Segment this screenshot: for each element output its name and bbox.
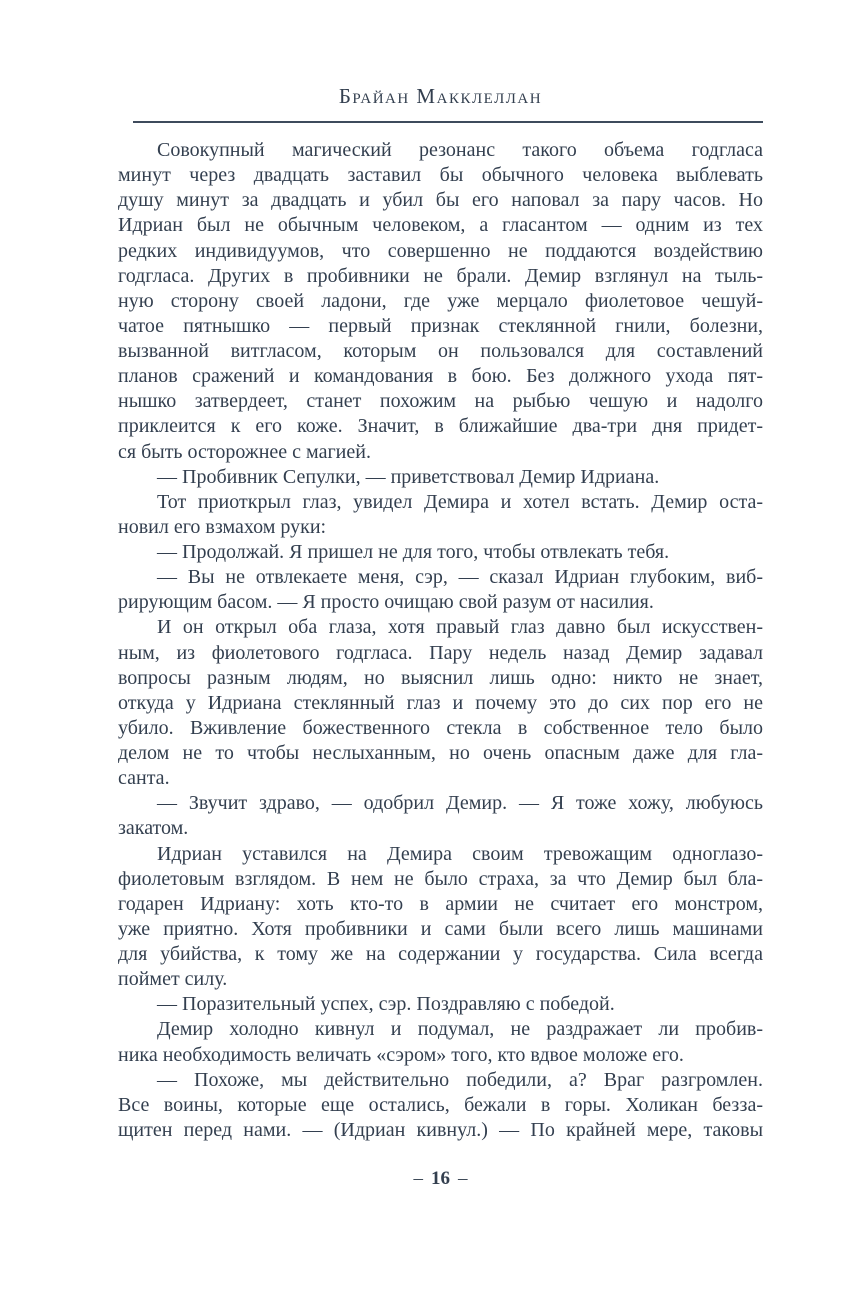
- page-number: 16: [431, 1168, 450, 1189]
- text-line: душу минут за двадцать и убил бы его наповал за пару часов. Но: [118, 189, 763, 212]
- text-line: Тот приоткрыл глаз, увидел Демира и хотел встать. Демир оста-: [157, 490, 763, 513]
- text-line: минут через двадцать заставил бы обычного человека выблевать: [118, 164, 763, 187]
- running-header: Брайан Макклеллан: [338, 84, 543, 108]
- text-line: годгласа. Других в пробивники не брали. Демир взглянул на тыль-: [118, 264, 763, 287]
- text-line: планов сражений и командования в бою. Без должного ухода пят-: [118, 365, 763, 388]
- text-line: уже приятно. Хотя пробивники и сами были всего лишь машинами: [118, 917, 763, 940]
- text-line: — Похоже, мы действительно победили, а? Враг разгромлен.: [157, 1068, 763, 1091]
- text-line: щитен перед нами. — (Идриан кивнул.) — По крайней мере, таковы: [118, 1118, 763, 1141]
- text-line: вызванной витгласом, которым он пользовался для составлений: [118, 340, 763, 362]
- text-line: ную сторону своей ладони, где уже мерцало фиолетовое чешуй-: [118, 289, 763, 312]
- text-line: приклеится к его коже. Значит, в ближайшие два-три дня придет-: [118, 415, 763, 438]
- text-line: ным, из фиолетового годгласа. Пару недель назад Демир задавал: [118, 641, 763, 664]
- header-rule: [133, 121, 763, 123]
- text-line: убило. Вживление божественного стекла в собственное тело было: [118, 716, 763, 739]
- text-line: закатом.: [118, 817, 189, 840]
- text-line: годарен Идриану: хоть кто-то в армии не считает его монстром,: [118, 892, 763, 915]
- text-line: чатое пятнышко — первый признак стеклянной гнили, болезни,: [118, 314, 763, 337]
- page-text-body: [118, 138, 763, 1143]
- text-line: Все воины, которые еще остались, бежали в горы. Холикан безза-: [118, 1093, 763, 1116]
- footer-dash-left: –: [413, 1168, 423, 1189]
- text-line: — Звучит здраво, — одобрил Демир. — Я тоже хожу, любуюсь: [157, 792, 763, 815]
- text-line: Идриан уставился на Демира своим тревожащим одноглазо-: [157, 842, 763, 865]
- text-line: нышко затвердеет, станет похожим на рыбью чешую и надолго: [118, 390, 763, 413]
- text-line: вопросы разным людям, но выяснил лишь одно: никто не знает,: [118, 666, 763, 689]
- text-line: рирующим басом. — Я просто очищаю свой разум от насилия.: [118, 591, 654, 614]
- text-line: — Вы не отвлекаете меня, сэр, — сказал Идриан глубоким, виб-: [157, 566, 763, 589]
- text-line: — Продолжай. Я пришел не для того, чтобы отвлекать тебя.: [157, 541, 670, 563]
- text-line: ся быть осторожнее с магией.: [118, 440, 371, 463]
- text-line: — Поразительный успех, сэр. Поздравляю с победой.: [157, 993, 615, 1016]
- text-line: Совокупный магический резонанс такого объема годгласа: [157, 139, 763, 161]
- text-line: откуда у Идриана стеклянный глаз и почему это до сих пор его не: [118, 691, 763, 714]
- text-line: для убийства, к тому же на содержании у государства. Сила всегда: [118, 943, 763, 965]
- text-line: фиолетовым взглядом. В нем не было страха, за что Демир был бла-: [118, 867, 763, 890]
- text-line: И он открыл оба глаза, хотя правый глаз давно был искусствен-: [157, 616, 763, 639]
- text-line: делом не то чтобы неслыханным, но очень опасным даже для гла-: [118, 742, 763, 764]
- text-line: ника необходимость величать «сэром» того, кто вдвое моложе его.: [118, 1043, 684, 1066]
- text-line: Идриан был не обычным человеком, а гласантом — одним из тех: [118, 214, 763, 237]
- footer-dash-right: –: [458, 1168, 468, 1189]
- text-line: санта.: [118, 767, 170, 790]
- text-line: поймет силу.: [118, 968, 228, 991]
- text-line: Демир холодно кивнул и подумал, не раздражает ли пробив-: [157, 1018, 763, 1041]
- page-footer: [118, 1167, 763, 1191]
- text-line: — Пробивник Сепулки, — приветствовал Демир Идриана.: [157, 465, 660, 488]
- text-line: новил его взмахом руки:: [118, 515, 327, 538]
- text-line: редких индивидуумов, что совершенно не поддаются воздействию: [118, 239, 763, 262]
